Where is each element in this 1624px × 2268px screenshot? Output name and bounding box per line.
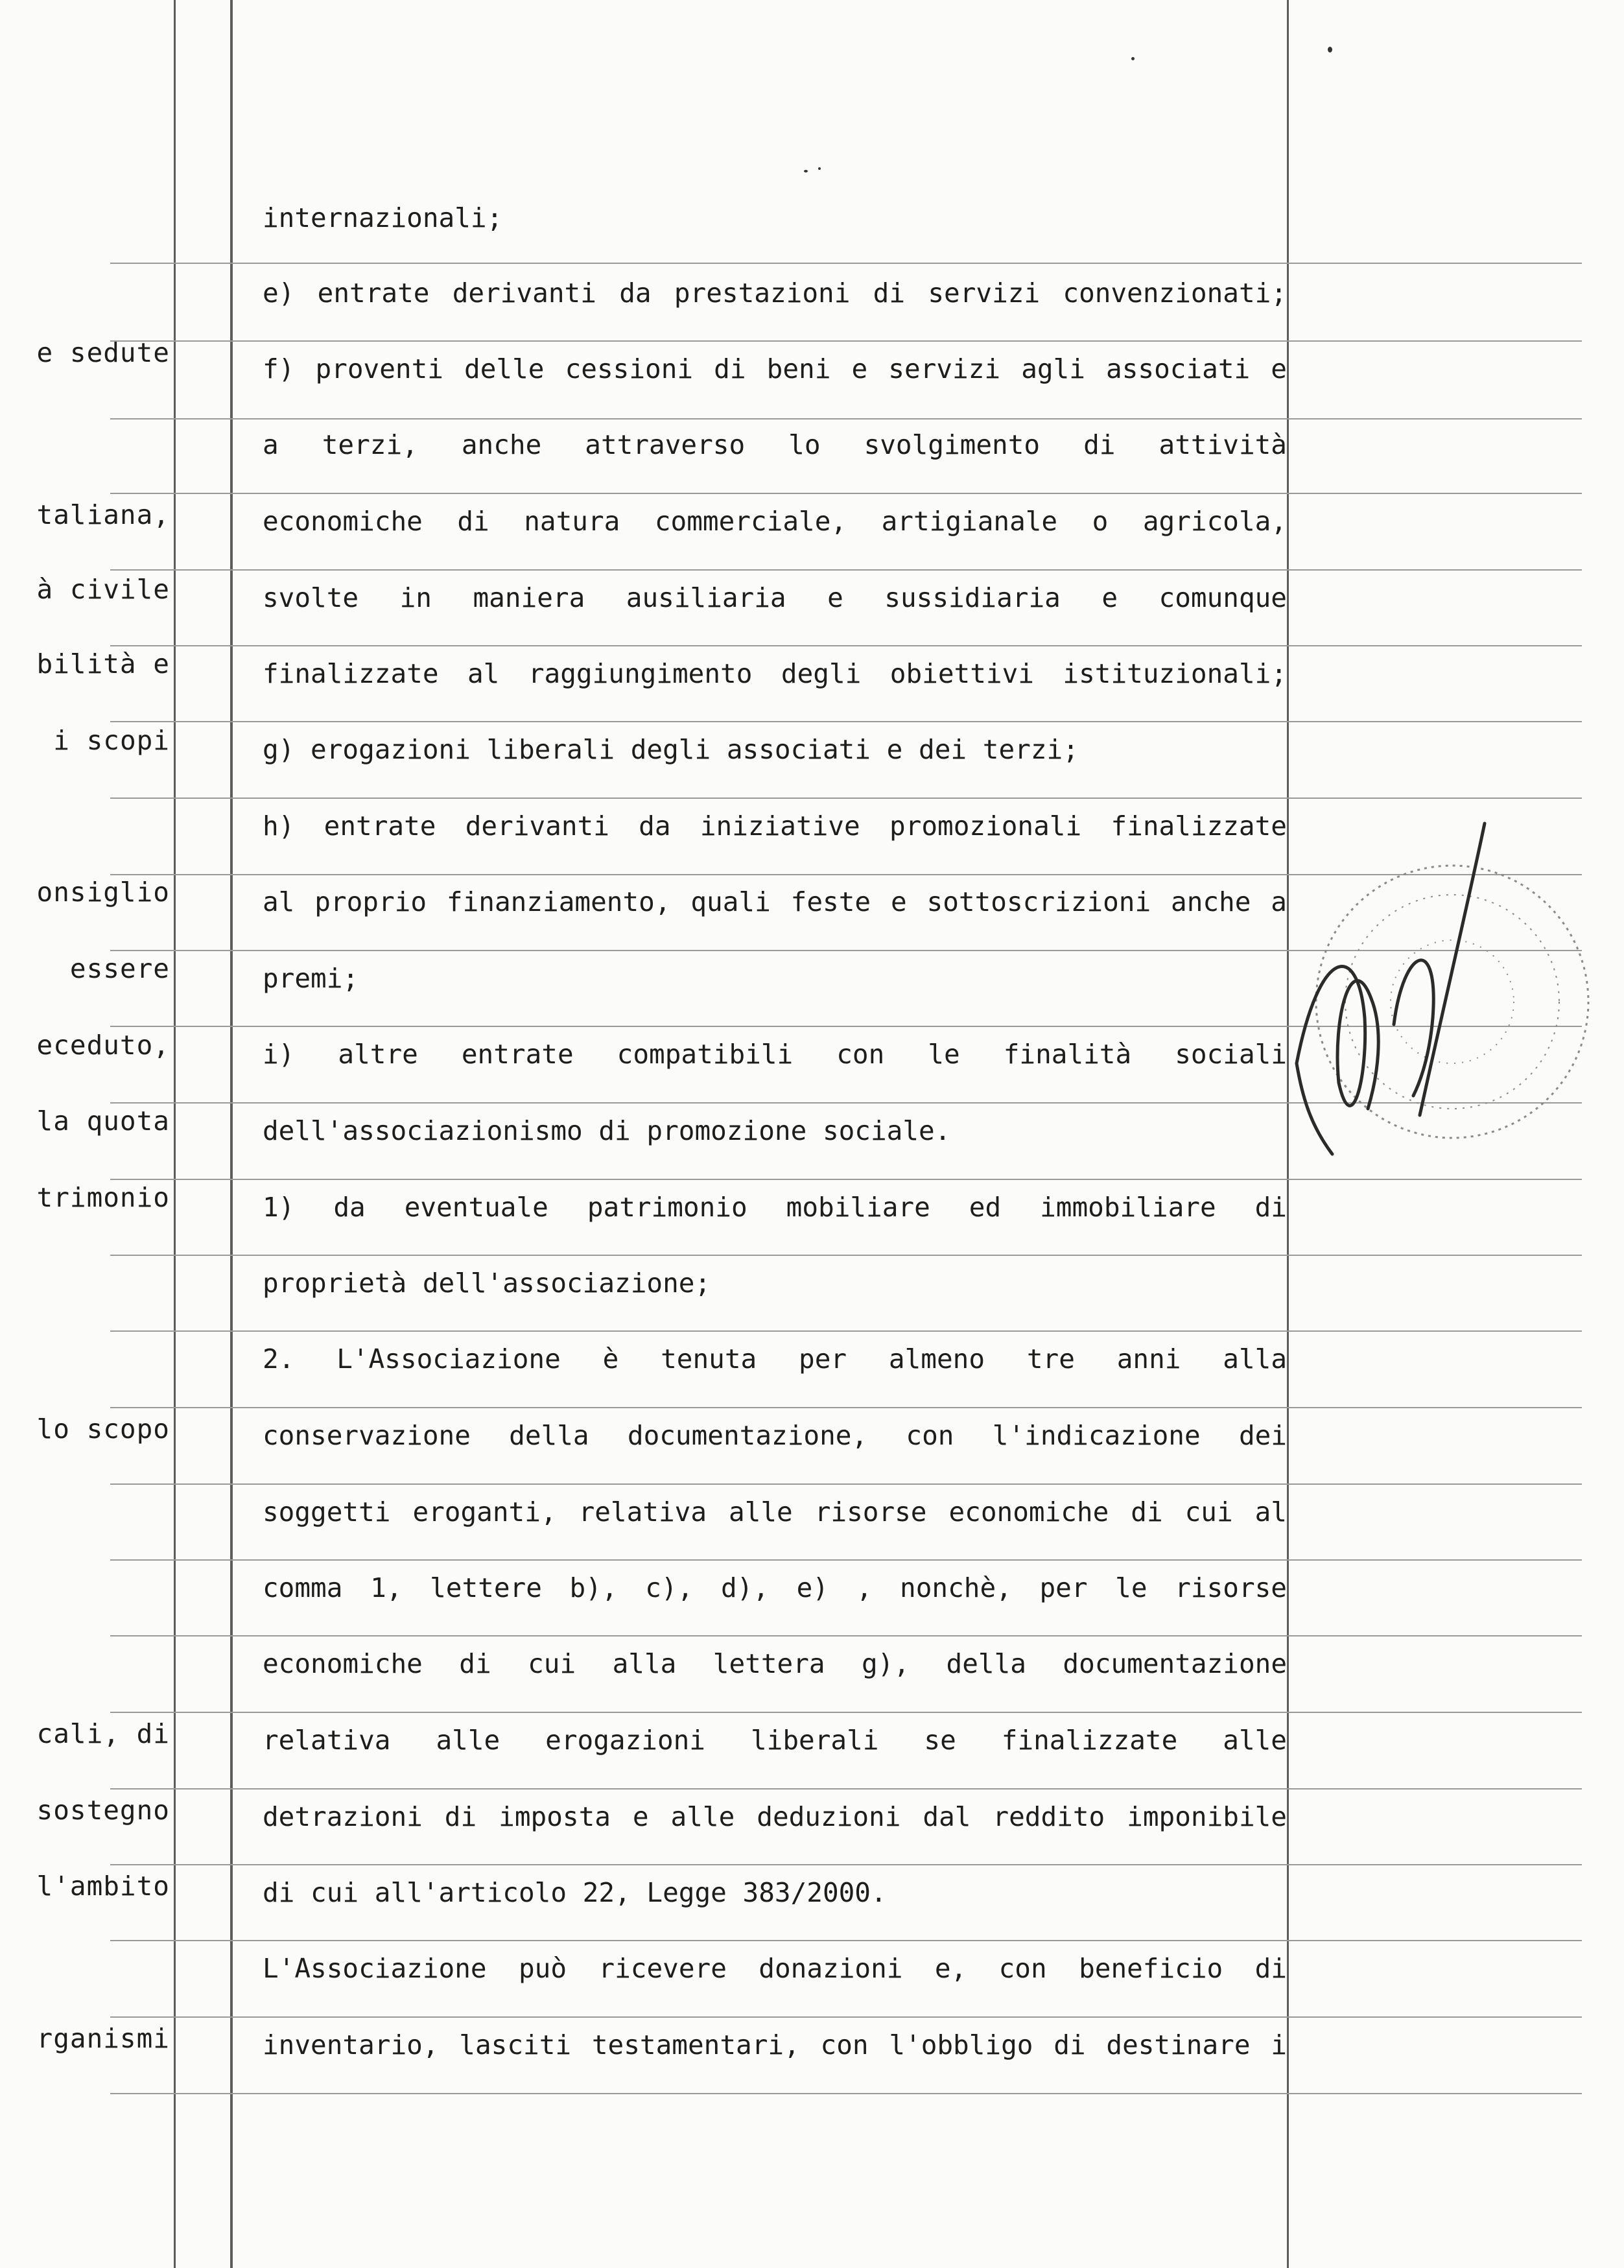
scan-speck xyxy=(804,170,808,172)
text-line: al proprio finanziamento, quali feste e sottoscrizioni anche a xyxy=(263,886,1287,917)
ruled-line xyxy=(110,1864,1582,1865)
text-line: economiche di natura commerciale, artigianale o agricola, xyxy=(263,506,1287,537)
text-line: relativa alle erogazioni liberali se finalizzate alle xyxy=(263,1725,1287,1756)
text-line: premi; xyxy=(263,963,359,994)
left-fragment: essere xyxy=(69,953,170,984)
ruled-line xyxy=(110,1788,1582,1790)
text-line: f) proventi delle cessioni di beni e servizi agli associati e xyxy=(263,353,1287,384)
scan-speck xyxy=(818,167,821,170)
ruled-line xyxy=(110,1940,1582,1941)
ruled-line xyxy=(110,1483,1582,1485)
text-line: h) entrate derivanti da iniziative promozionali finalizzate xyxy=(263,810,1287,842)
text-line: 2. L'Associazione è tenuta per almeno tre anni alla xyxy=(263,1343,1287,1375)
ruled-line xyxy=(110,797,1582,799)
ruled-line xyxy=(110,645,1582,646)
text-line: 1) da eventuale patrimonio mobiliare ed immobiliare di xyxy=(263,1192,1287,1223)
ruled-line xyxy=(110,1559,1582,1561)
ruled-line xyxy=(110,1255,1582,1256)
text-line: economiche di cui alla lettera g), della documentazione xyxy=(263,1648,1287,1679)
text-line: svolte in maniera ausiliaria e sussidiaria e comunque xyxy=(263,582,1287,613)
text-line: detrazioni di imposta e alle deduzioni dal reddito imponibile xyxy=(263,1801,1287,1832)
scan-speck xyxy=(1328,47,1332,53)
left-fragment: taliana, xyxy=(36,499,170,530)
ruled-line xyxy=(110,340,1582,342)
ruled-line xyxy=(110,1712,1582,1713)
ruled-line xyxy=(110,2016,1582,2018)
ruled-line xyxy=(110,721,1582,722)
signature xyxy=(1297,823,1485,1154)
stamp-and-signature xyxy=(1287,804,1598,1167)
text-line: inventario, lasciti testamentari, con l'obbligo di destinare i xyxy=(263,2029,1287,2061)
text-line: dell'associazionismo di promozione sociale. xyxy=(263,1115,951,1146)
text-line: i) altre entrate compatibili con le finalità sociali xyxy=(263,1039,1287,1070)
left-fragment: l'ambito xyxy=(36,1871,170,1902)
text-line: soggetti eroganti, relativa alle risorse economiche di cui al xyxy=(263,1496,1287,1528)
left-fragment: la quota xyxy=(36,1105,170,1137)
ruled-line xyxy=(110,2093,1582,2094)
text-line: e) entrate derivanti da prestazioni di servizi convenzionati; xyxy=(263,278,1287,309)
left-fragment: bilità e xyxy=(36,648,170,679)
left-fragment: à civile xyxy=(36,574,170,605)
ruled-line xyxy=(110,418,1582,419)
text-line: internazionali; xyxy=(263,202,503,233)
text-line: a terzi, anche attraverso lo svolgimento di attività xyxy=(263,429,1287,460)
ruled-line xyxy=(110,263,1582,264)
ruled-line xyxy=(110,1635,1582,1636)
left-fragment: eceduto, xyxy=(36,1030,170,1061)
text-line: comma 1, lettere b), c), d), e) , nonchè, per le risorse xyxy=(263,1572,1287,1603)
ruled-line xyxy=(110,569,1582,571)
left-fragment: e sedute xyxy=(36,337,170,368)
scan-speck xyxy=(1131,57,1135,60)
left-fragment: lo scopo xyxy=(36,1413,170,1445)
ruled-line xyxy=(110,493,1582,494)
left-fragment: i scopi xyxy=(53,725,170,756)
text-line: finalizzate al raggiungimento degli obiettivi istituzionali; xyxy=(263,658,1287,689)
text-line: L'Associazione può ricevere donazioni e, con beneficio di xyxy=(263,1953,1287,1984)
text-line: g) erogazioni liberali degli associati e dei terzi; xyxy=(263,734,1079,765)
left-fragment: onsiglio xyxy=(36,877,170,908)
left-fragment: cali, di xyxy=(36,1718,170,1749)
left-fragment: rganismi xyxy=(36,2023,170,2054)
ruled-line xyxy=(110,1179,1582,1180)
text-line: di cui all'articolo 22, Legge 383/2000. xyxy=(263,1877,887,1908)
ruled-line xyxy=(110,1330,1582,1332)
left-fragment: sostegno xyxy=(36,1795,170,1826)
text-line: conservazione della documentazione, con l'indicazione dei xyxy=(263,1420,1287,1451)
left-fragment: trimonio xyxy=(36,1182,170,1213)
text-line: proprietà dell'associazione; xyxy=(263,1268,711,1299)
ruled-line xyxy=(110,1407,1582,1408)
